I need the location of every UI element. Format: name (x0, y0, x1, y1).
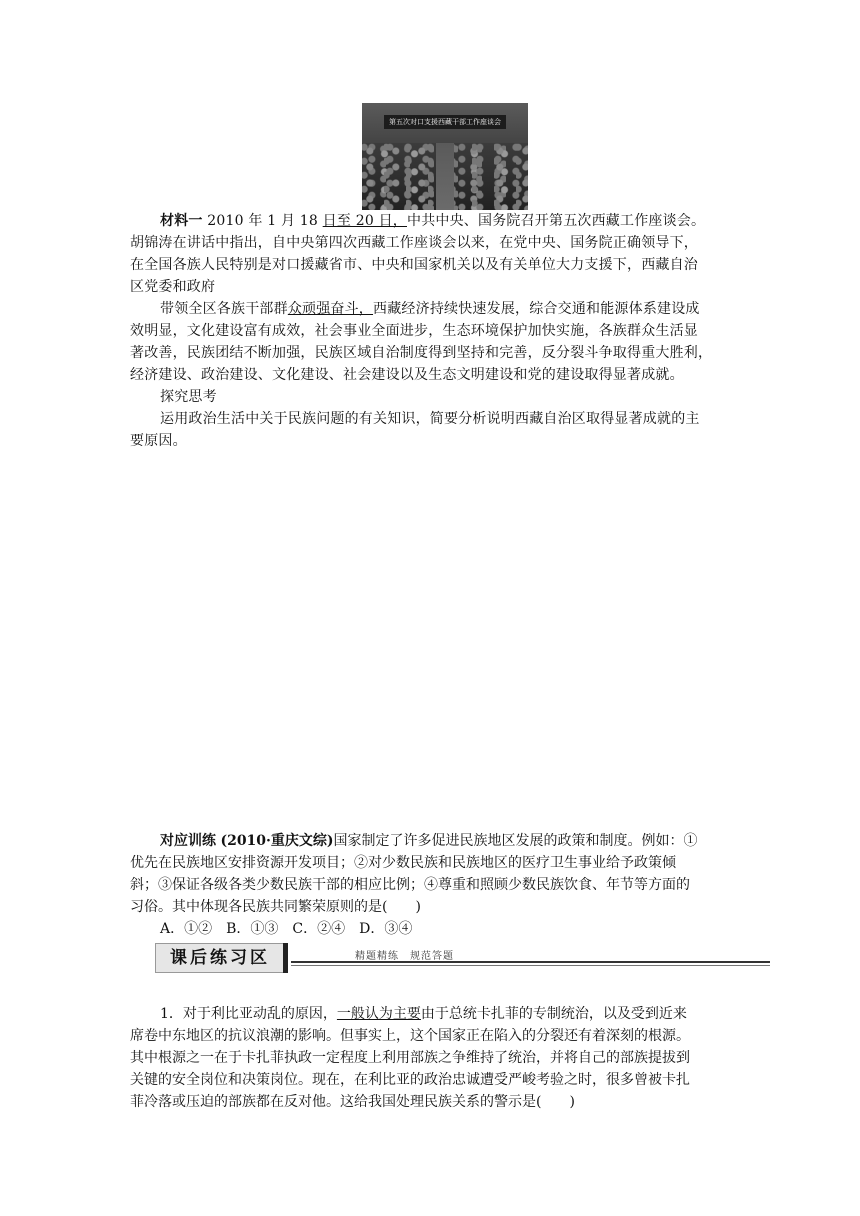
section-subtitle: 精题精练 规范答题 (355, 951, 454, 962)
practice-label: 对应训练 (160, 833, 216, 849)
section-title: 课后练习区 (155, 943, 285, 973)
photo-aisle (436, 143, 454, 210)
photo-banner-text: 第五次对口支援西藏干部工作座谈会 (384, 115, 506, 129)
section-banner (155, 943, 770, 973)
conference-photo (362, 103, 528, 210)
material-one-paragraph: 材料一 2010 年 1 月 18 日至 20 日，中共中央、国务院召开第五次西藏工作座谈会。 胡锦涛在讲话中指出，自中央第四次西藏工作座谈会以来，在党中央、国务院正确领导下， 在全国各族人民特别是对口援藏省市、中央和国家机关以及有关单位大力支援下，西藏自治 区党委和政府 带领全区各族干部群众顽强奋斗，西藏经济持续快速发展，综合交通和能源体系建设成 效明显，文化建设富有成效，社会事业全面进步，生态环境保护加快实施，各族群众生活显 著改善，民族团结不断加强，民族区域自治制度得到坚持和完善，反分裂斗争取得重大胜利， 经济建设、政治建设、文化建设、社会建设以及生态文明建设和党的建设取得显著成就。 探究思考 运用政治生活中关于民族问题的有关知识，简要分析说明西藏自治区取得显著成就的主 要原因。 (130, 210, 730, 452)
struggle-underlined: 众顽强奋斗， (287, 301, 374, 317)
answer-options: A．①② B．①③ C．②④ D．③④ (160, 921, 413, 937)
question-one-paragraph: 1．对于利比亚动乱的原因，一般认为主要由于总统卡扎菲的专制统治，以及受到近来 席卷中东地区的抗议浪潮的影响。但事实上，这个国家正在陷入的分裂还有着深刻的根源。 其中根源之一在于卡扎菲执政一定程度上利用部族之争维持了统治，并将自己的部族提拔到 关键的安全岗位和决策岗位。现在，在利比亚的政治忠诚遭受严峻考验之时，很多曾被卡扎 菲冷落或压迫的部族都在反对他。这给我国处理民族关系的警示是( ) (130, 1006, 690, 1110)
banner-rule-thin (291, 965, 770, 966)
question-text: 运用政治生活中关于民族问题的有关知识，简要分析说明西藏自治区取得显著成就的主 (160, 411, 700, 427)
explore-label: 探究思考 (160, 389, 217, 405)
banner-divider (283, 943, 288, 973)
date-underlined: 日至 20 日， (322, 213, 407, 229)
practice-paragraph: 对应训练 (2010·重庆文综)国家制定了许多促进民族地区发展的政策和制度。例如：① 优先在民族地区安排资源开发项目；②对少数民族和民族地区的医疗卫生事业给予政策倾 斜；③保证各级各类少数民族干部的相应比例；④尊重和照顾少数民族饮食、年节等方面的 习俗。其中体现各民族共同繁荣原则的是( ) A．①② B．①③ C．②④ D．③④ (130, 830, 730, 940)
generally-believed-underlined: 一般认为主要 (336, 1006, 421, 1022)
practice-source: (2010·重庆文综) (220, 833, 334, 849)
material-label: 材料一 (160, 213, 203, 229)
